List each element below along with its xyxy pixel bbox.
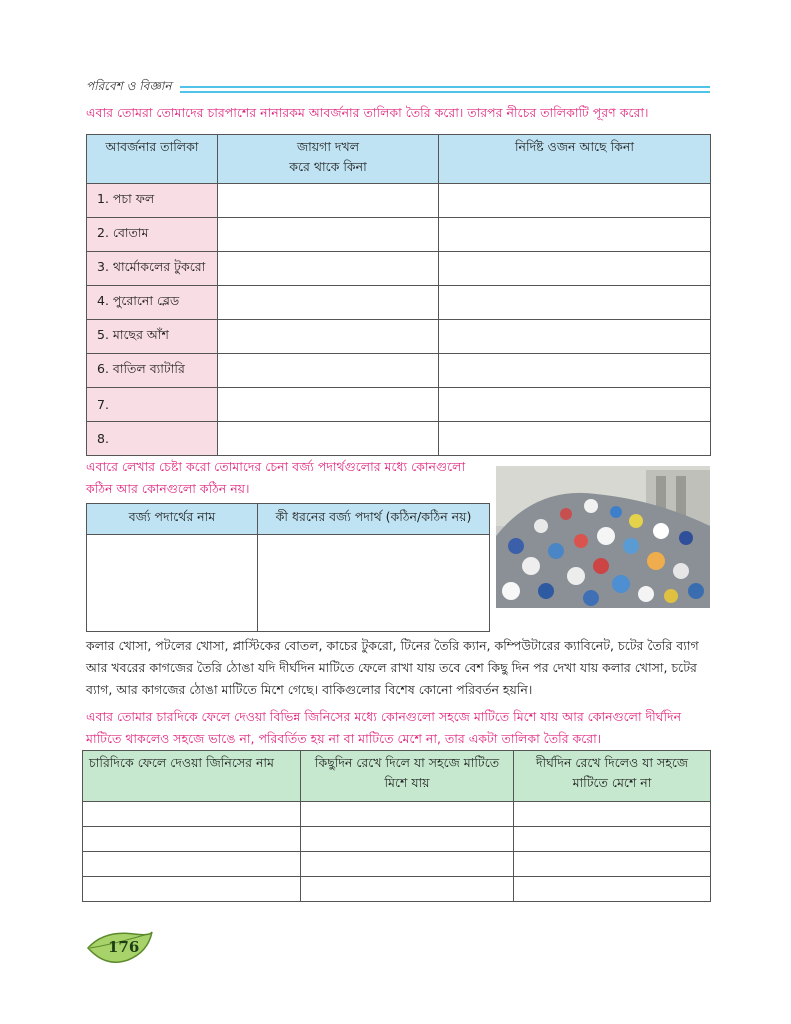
empty-cell[interactable]	[439, 218, 711, 252]
empty-cell[interactable]	[301, 852, 514, 877]
col-header-not-decompose: দীর্ঘদিন রেখে দিলেও যা সহজে মাটিতে মেশে না	[514, 751, 711, 802]
table-row	[87, 354, 711, 388]
empty-cell[interactable]	[258, 535, 490, 632]
decomposition-table	[82, 750, 711, 902]
col-header-weight: নির্দিষ্ট ওজন আছে কিনা	[439, 135, 711, 184]
garbage-pile-photo	[496, 466, 710, 608]
table-row	[87, 252, 711, 286]
empty-cell[interactable]	[87, 535, 258, 632]
row-label: 3. থার্মোকলের টুকরো	[87, 252, 218, 286]
row-label: 1. পচা ফল	[87, 184, 218, 218]
table-row	[87, 535, 490, 632]
empty-cell[interactable]	[439, 422, 711, 456]
header-rule-2	[180, 91, 710, 93]
table-row	[83, 802, 711, 827]
empty-cell[interactable]	[439, 286, 711, 320]
empty-cell[interactable]	[218, 252, 439, 286]
table-row	[83, 877, 711, 902]
empty-cell[interactable]	[439, 354, 711, 388]
empty-cell[interactable]	[439, 184, 711, 218]
table-row	[87, 422, 711, 456]
empty-cell[interactable]	[218, 354, 439, 388]
empty-cell[interactable]	[514, 827, 711, 852]
col-header-type: কী ধরনের বর্জ্য পদার্থ (কঠিন/কঠিন নয়)	[258, 504, 490, 535]
col-header-space: জায়গা দখল করে থাকে কিনা	[218, 135, 439, 184]
empty-cell[interactable]	[218, 184, 439, 218]
table-row	[87, 388, 711, 422]
instruction-1: এবার তোমরা তোমাদের চারপাশের নানারকম আবর্জনার তালিকা তৈরি করো। তারপর নীচের তালিকাটি পূরণ করো।	[86, 105, 649, 120]
empty-cell[interactable]	[83, 827, 301, 852]
empty-cell[interactable]	[514, 802, 711, 827]
garbage-pile-illustration	[496, 466, 710, 608]
empty-cell[interactable]	[301, 877, 514, 902]
empty-cell[interactable]	[218, 320, 439, 354]
row-label: 6. বাতিল ব্যাটারি	[87, 354, 218, 388]
empty-cell[interactable]	[439, 388, 711, 422]
running-header: পরিবেশ ও বিজ্ঞান	[86, 79, 172, 93]
empty-cell[interactable]	[439, 320, 711, 354]
empty-cell[interactable]	[439, 252, 711, 286]
body-paragraph: কলার খোসা, পটলের খোসা, প্লাস্টিকের বোতল, কাচের টুকরো, টিনের তৈরি ক্যান, কম্পিউটারের ক্যাবিনেট, চটের তৈরি ব্যাগ আর খবরের কাগজের তৈরি ঠোঙা যদি দীর্ঘদিন মাটিতে ফেলে রাখা যায় তবে বেশ কিছু দিন পর দেখা যায় কলার খোসা, চটের ব্যাগ, আর কাগজের ঠোঙা মাটিতে মিশে গেছে। বাকিগুলোর বিশেষ কোনো পরিবর্তন হয়নি।	[86, 638, 699, 697]
table-row	[87, 286, 711, 320]
empty-cell[interactable]	[83, 802, 301, 827]
row-label: 8.	[87, 422, 218, 456]
empty-cell[interactable]	[218, 286, 439, 320]
instruction-3: এবার তোমার চারদিকে ফেলে দেওয়া বিভিন্ন জিনিসের মধ্যে কোনগুলো সহজে মাটিতে মিশে যায় আর কোনগুলো দীর্ঘদিন মাটিতে থাকলেও সহজে ভাঙে না, পরিবর্তিত হয় না বা মাটিতে মেশে না, তার একটা তালিকা তৈরি করো।	[86, 709, 682, 746]
col-header-name: বর্জ্য পদার্থের নাম	[87, 504, 258, 535]
empty-cell[interactable]	[218, 422, 439, 456]
row-label: 7.	[87, 388, 218, 422]
empty-cell[interactable]	[514, 877, 711, 902]
table-row	[87, 218, 711, 252]
waste-list-table	[86, 134, 711, 456]
table-row	[87, 320, 711, 354]
empty-cell[interactable]	[301, 827, 514, 852]
col-header-items: চারিদিকে ফেলে দেওয়া জিনিসের নাম	[83, 751, 301, 802]
waste-type-table	[86, 503, 490, 632]
empty-cell[interactable]	[83, 877, 301, 902]
header-rule	[180, 86, 710, 88]
col-header-decompose: কিছুদিন রেখে দিলে যা সহজে মাটিতে মিশে যায়	[301, 751, 514, 802]
instruction-2: এবারে লেখার চেষ্টা করো তোমাদের চেনা বর্জ্য পদার্থগুলোর মধ্যে কোনগুলো কঠিন আর কোনগুলো কঠিন নয়।	[86, 459, 466, 496]
table-row	[83, 827, 711, 852]
empty-cell[interactable]	[83, 852, 301, 877]
empty-cell[interactable]	[218, 218, 439, 252]
row-label: 4. পুরোনো ব্লেড	[87, 286, 218, 320]
col-header-waste: আবর্জনার তালিকা	[87, 135, 218, 184]
row-label: 5. মাছের আঁশ	[87, 320, 218, 354]
empty-cell[interactable]	[218, 388, 439, 422]
row-label: 2. বোতাম	[87, 218, 218, 252]
table-row	[83, 852, 711, 877]
empty-cell[interactable]	[514, 852, 711, 877]
table-row	[87, 184, 711, 218]
page-number: 176	[108, 938, 140, 956]
empty-cell[interactable]	[301, 802, 514, 827]
